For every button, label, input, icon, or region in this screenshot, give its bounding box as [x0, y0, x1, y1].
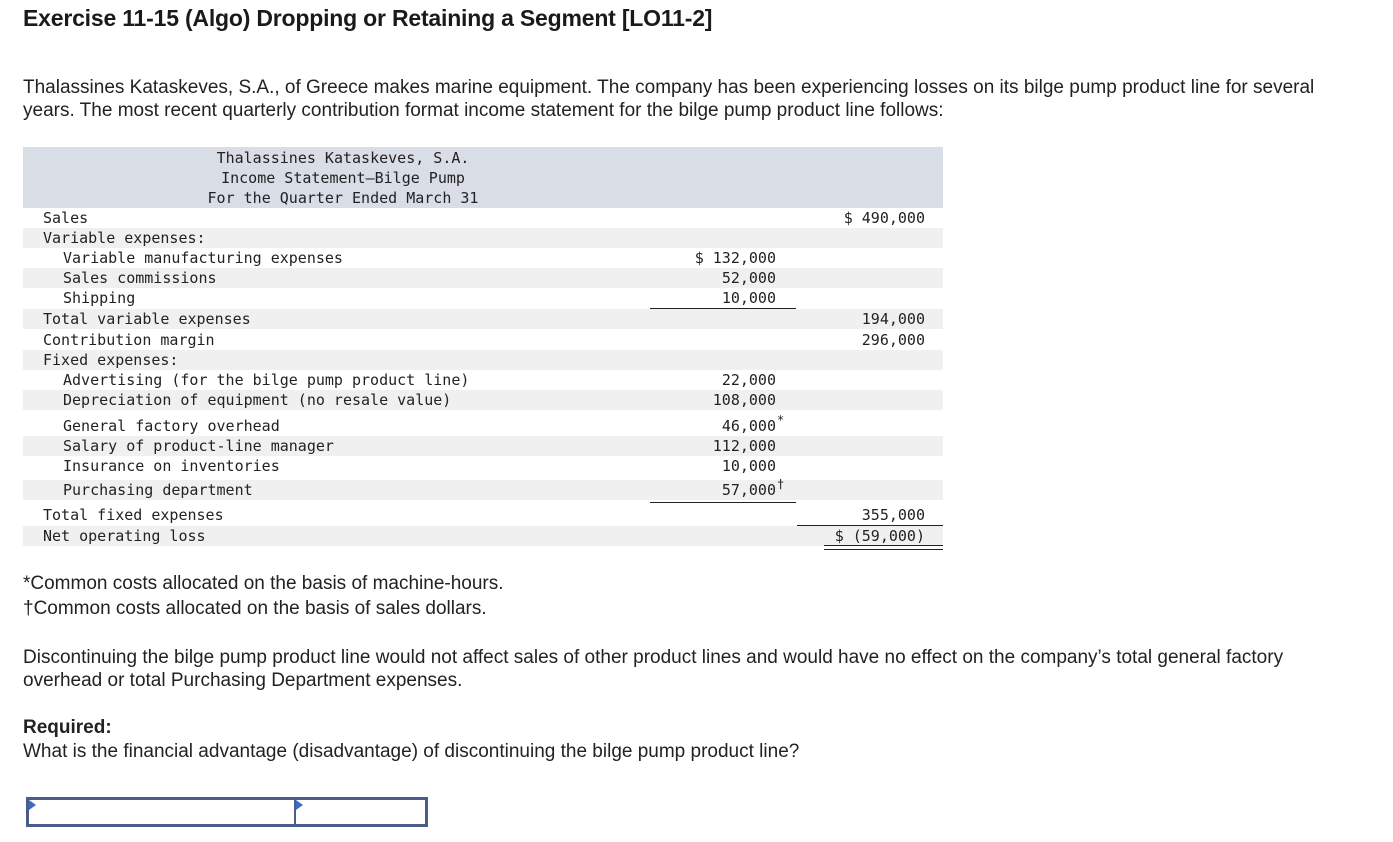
row-sales [23, 208, 943, 228]
asterisk-mark: * [777, 413, 785, 427]
row-label: Insurance on inventories [63, 457, 280, 475]
row-advertising [23, 370, 943, 390]
discontinue-paragraph: Discontinuing the bilge pump product line would not affect sales of other product lines and would have no effect on the company’s total general factory overhead or total Purchasing Department expenses. [23, 647, 1284, 691]
answer-label-cell[interactable] [27, 798, 296, 826]
row-label: Shipping [63, 289, 136, 307]
row-label: Net operating loss [43, 527, 206, 545]
required-question: What is the financial advantage (disadvantage) of discontinuing the bilge pump product line? [23, 741, 800, 762]
row-label: Sales [43, 209, 89, 227]
income-statement [23, 147, 943, 549]
row-total: $ (59,000) [834, 527, 925, 545]
row-label: Total variable expenses [43, 310, 251, 328]
row-salary [23, 436, 943, 456]
intro-text: Thalassines Kataskeves, S.A., of Greece makes marine equipment. The company has been experiencing losses on its bilge pump product line for several years. The most recent quarterly contribution format income statement for the bilge pump product line follows: [23, 77, 1315, 121]
row-total-variable [23, 309, 943, 329]
required-label: Required: [23, 717, 112, 738]
statement-period: For the Quarter Ended March 31 [207, 189, 479, 207]
row-amount: 10,000 [721, 289, 776, 307]
row-amount: 10,000 [721, 457, 776, 475]
row-amount: $ 132,000 [694, 249, 776, 267]
dagger-mark: † [777, 477, 785, 491]
row-fixed-header [23, 350, 943, 370]
row-total: 355,000 [861, 506, 925, 524]
row-purchasing [23, 477, 943, 500]
row-total-fixed [23, 505, 943, 525]
row-shipping [23, 288, 943, 308]
row-label: Fixed expenses: [43, 351, 179, 369]
row-insurance [23, 456, 943, 476]
row-amount: 46,000 [721, 417, 776, 435]
subtotal-rule [650, 502, 796, 503]
answer-label-input[interactable] [29, 800, 294, 824]
row-label: Contribution margin [43, 331, 215, 349]
row-label: Purchasing department [63, 481, 253, 499]
row-general-overhead [23, 413, 943, 436]
row-amount: 112,000 [712, 437, 776, 455]
row-amount: 52,000 [721, 269, 776, 287]
row-label: General factory overhead [63, 417, 280, 435]
double-underline [824, 545, 943, 550]
row-label: Variable expenses: [43, 229, 206, 247]
row-label: Sales commissions [63, 269, 217, 287]
answer-amount-cell[interactable] [296, 798, 427, 826]
statement-name: Income Statement—Bilge Pump [221, 169, 465, 187]
row-total: 296,000 [861, 331, 925, 349]
row-label: Advertising (for the bilge pump product line) [63, 371, 470, 389]
answer-row [26, 797, 428, 827]
footnote-dagger: †Common costs allocated on the basis of sales dollars. [23, 598, 487, 619]
row-total: 194,000 [861, 310, 925, 328]
footnote-asterisk: *Common costs allocated on the basis of machine-hours. [23, 573, 504, 594]
row-net-operating-loss [23, 526, 943, 546]
company-name: Thalassines Kataskeves, S.A. [216, 149, 470, 167]
page-title: Exercise 11-15 (Algo) Dropping or Retaining a Segment [LO11-2] [23, 5, 713, 31]
row-amount: 108,000 [712, 391, 776, 409]
answer-amount-input[interactable] [296, 800, 425, 824]
row-amount: 22,000 [721, 371, 776, 389]
row-variable-manufacturing [23, 248, 943, 268]
row-variable-header [23, 228, 943, 248]
row-contribution-margin [23, 330, 943, 350]
row-label: Salary of product-line manager [63, 437, 334, 455]
row-amount: 57,000 [721, 481, 776, 499]
row-label: Total fixed expenses [43, 506, 224, 524]
row-total: $ 490,000 [843, 209, 925, 227]
row-label: Variable manufacturing expenses [63, 249, 343, 267]
row-depreciation [23, 390, 943, 410]
row-sales-commissions [23, 268, 943, 288]
row-label: Depreciation of equipment (no resale value) [63, 391, 452, 409]
statement-header [23, 147, 943, 208]
